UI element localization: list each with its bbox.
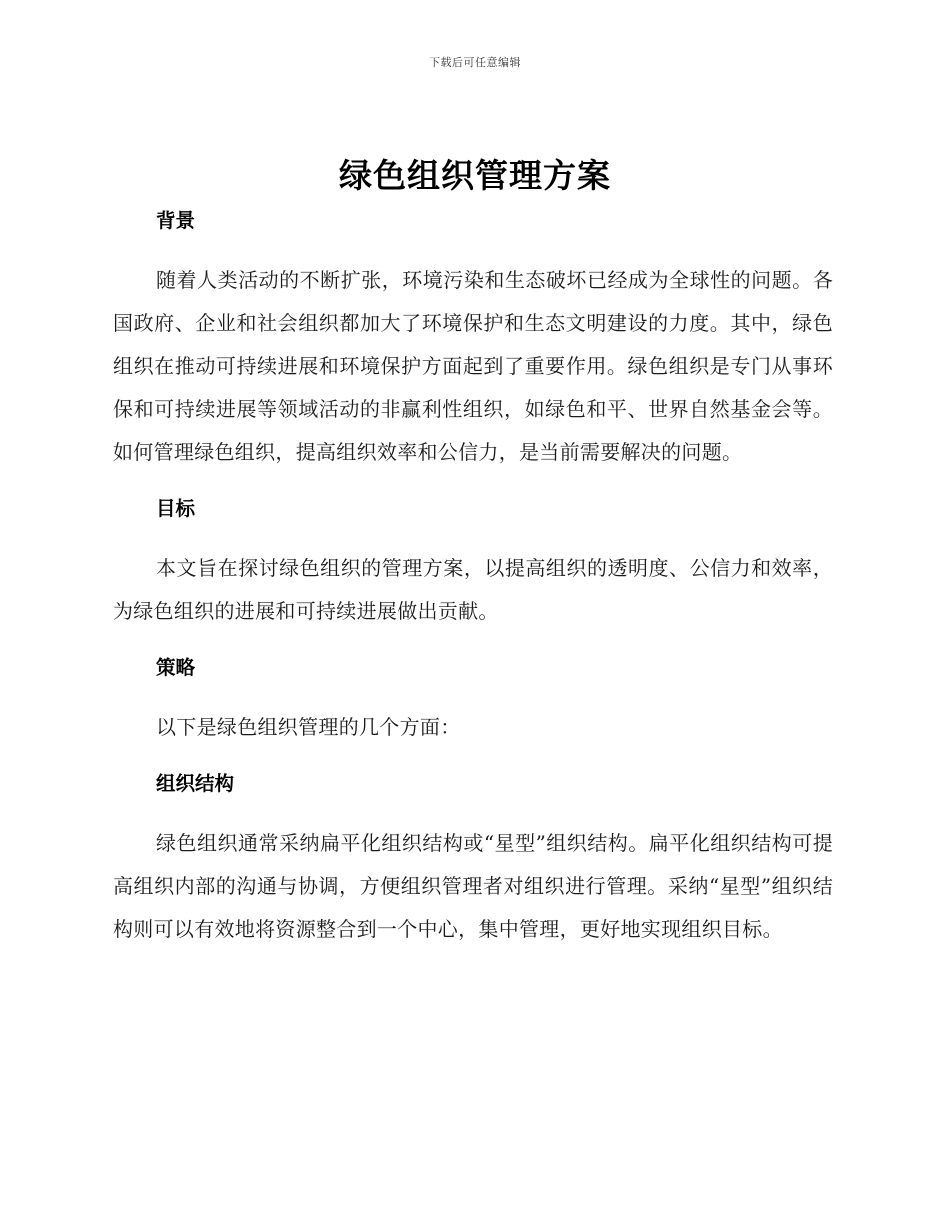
section-paragraph-background: 随着人类活动的不断扩张，环境污染和生态破坏已经成为全球性的问题。各国政府、企业和社会组织都加大了环境保护和生态文明建设的力度。其中，绿色组织在推动可持续进展和环境保护方面起到了重要作用。绿色组织是专门从事环保和可持续进展等领域活动的非赢利性组织，如绿色和平、世界自然基金会等。如何管理绿色组织，提高组织效率和公信力，是当前需要解决的问题。 <box>113 268 833 464</box>
section-paragraph-strategy: 以下是绿色组织管理的几个方面： <box>156 715 461 739</box>
section-paragraph-org-structure: 绿色组织通常采纳扁平化组织结构或“星型”组织结构。扁平化组织结构可提高组织内部的沟通与协调，方便组织管理者对组织进行管理。采纳“星型”组织结构则可以有效地将资源整合到一个中心，集中管理，更好地实现组织目标。 <box>113 831 833 941</box>
document-body <box>113 206 833 951</box>
section-heading-strategy: 策略 <box>156 656 196 679</box>
section-heading-background: 背景 <box>156 209 196 232</box>
section-paragraph-goal: 本文旨在探讨绿色组织的管理方案，以提高组织的透明度、公信力和效率，为绿色组织的进展和可持续进展做出贡献。 <box>113 556 833 623</box>
section-heading-org-structure: 组织结构 <box>156 772 235 795</box>
header-note: 下载后可任意编辑 <box>429 56 521 69</box>
section-heading-goal: 目标 <box>156 497 196 520</box>
document-title: 绿色组织管理方案 <box>339 156 611 195</box>
